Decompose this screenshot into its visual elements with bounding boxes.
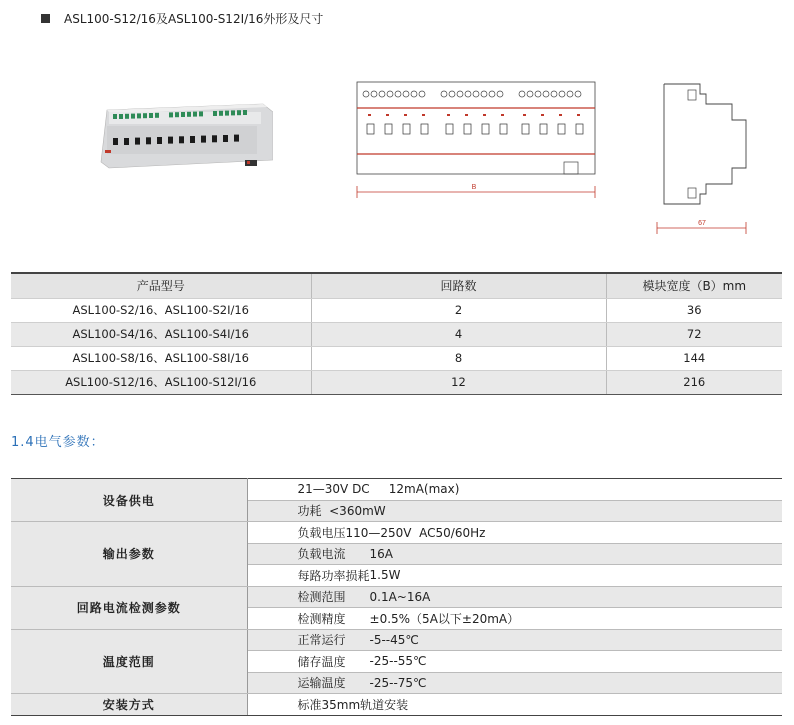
param-text: 21—30V DC 12mA(max): [247, 479, 782, 501]
cell-width: 216: [606, 370, 782, 394]
module-width-table: [11, 272, 782, 395]
param-label: 检测范围: [247, 586, 370, 608]
col-header-model: 产品型号: [11, 273, 311, 298]
side-view-drawing: [652, 80, 752, 236]
param-label: 每路功率损耗: [247, 565, 370, 587]
param-value: 0.1A~16A: [370, 586, 782, 608]
cell-circuits: 12: [311, 370, 606, 394]
param-label: 运输温度: [247, 672, 370, 694]
table-row: [11, 694, 782, 716]
table-row: [11, 522, 782, 544]
col-header-circuits: 回路数: [311, 273, 606, 298]
cell-circuits: 2: [311, 298, 606, 322]
table-row: [11, 322, 782, 346]
param-label: 检测精度: [247, 608, 370, 630]
param-label: 正常运行: [247, 629, 370, 651]
table-header-row: [11, 273, 782, 298]
page-header: [41, 10, 323, 27]
cell-model: ASL100-S8/16、ASL100-S8I/16: [11, 346, 311, 370]
group-label-installation: 安装方式: [11, 694, 247, 716]
param-label: 负载电流: [247, 543, 370, 565]
table-row: [11, 629, 782, 651]
cell-model: ASL100-S2/16、ASL100-S2I/16: [11, 298, 311, 322]
param-value: ±0.5%（5A以下±20mA）: [370, 608, 782, 630]
electrical-params-table: [11, 478, 782, 716]
group-label-output: 输出参数: [11, 522, 247, 587]
group-label-power: 设备供电: [11, 479, 247, 522]
header-title: ASL100-S12/16及ASL100-S12I/16外形及尺寸: [64, 12, 324, 26]
cell-model: ASL100-S12/16、ASL100-S12I/16: [11, 370, 311, 394]
param-value: 16A: [370, 543, 782, 565]
param-value: -25--55℃: [370, 651, 782, 673]
cell-circuits: 8: [311, 346, 606, 370]
table-row: [11, 346, 782, 370]
group-label-temperature: 温度范围: [11, 629, 247, 694]
table-row: [11, 586, 782, 608]
section-title: 1.4电气参数：: [11, 435, 105, 450]
cell-model: ASL100-S4/16、ASL100-S4I/16: [11, 322, 311, 346]
param-text: 标准35mm轨道安装: [247, 694, 782, 716]
table-row: [11, 479, 782, 501]
front-view-drawing: [352, 80, 601, 206]
cell-circuits: 4: [311, 322, 606, 346]
table-row: [11, 298, 782, 322]
param-text: 功耗 <360mW: [247, 500, 782, 522]
param-value: -25--75℃: [370, 672, 782, 694]
table-row: [11, 370, 782, 394]
cell-width: 144: [606, 346, 782, 370]
param-value: -5--45℃: [370, 629, 782, 651]
cell-width: 36: [606, 298, 782, 322]
cell-width: 72: [606, 322, 782, 346]
square-bullet-icon: [41, 14, 50, 23]
group-label-current-detection: 回路电流检测参数: [11, 586, 247, 629]
col-header-width: 模块宽度（B）mm: [606, 273, 782, 298]
front-dim-label: B: [471, 184, 477, 191]
side-dim-label: 67: [698, 220, 706, 227]
product-photo: [97, 98, 273, 184]
param-label: 储存温度: [247, 651, 370, 673]
param-value: 1.5W: [370, 565, 782, 587]
param-text: 负载电压110—250V AC50/60Hz: [247, 522, 782, 544]
